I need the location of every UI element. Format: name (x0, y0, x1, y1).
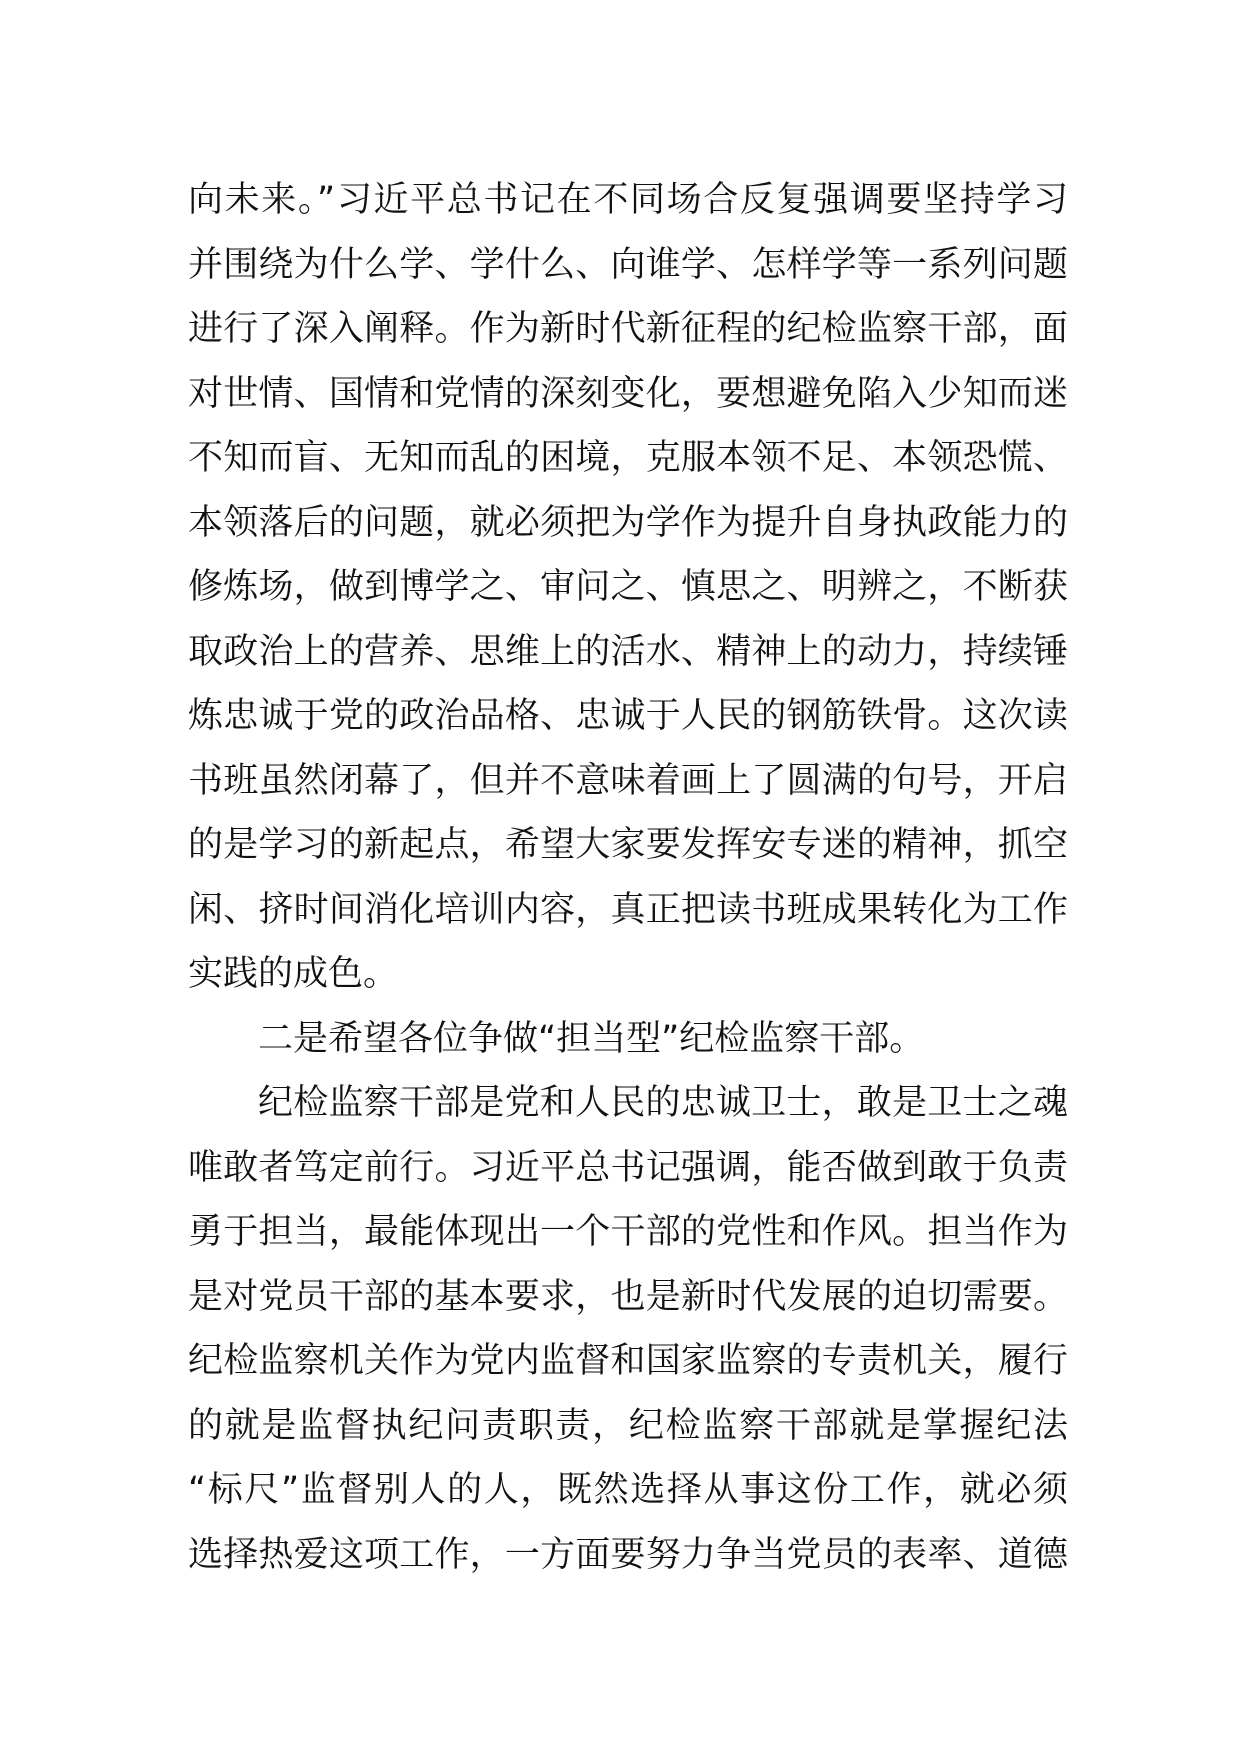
body-text (188, 168, 1068, 1587)
paragraph-first-line: 纪检监察干部是党和人民的忠诚卫士，敢是卫士之魂 (258, 1083, 1068, 1123)
section-heading: 二是希望各位争做“担当型”纪检监察干部。 (258, 1018, 925, 1059)
text-line: “标尺”监督别人的人，既然选择从事这份工作，就必须 (188, 1470, 1068, 1510)
text-line: 对世情、国情和党情的深刻变化，要想避免陷入少知而迷 (188, 373, 1068, 414)
text-line: 的是学习的新起点，希望大家要发挥安专迷的精神，抓空 (188, 825, 1068, 865)
text-line: 不知而盲、无知而乱的困境，克服本领不足、本领恐慌、 (188, 438, 1068, 478)
text-line: 进行了深入阐释。作为新时代新征程的纪检监察干部，面 (188, 309, 1068, 349)
text-line: 纪检监察机关作为党内监督和国家监察的专责机关，履行 (188, 1341, 1068, 1381)
text-line: 勇于担当，最能体现出一个干部的党性和作风。担当作为 (188, 1212, 1068, 1252)
text-line: 炼忠诚于党的政治品格、忠诚于人民的钢筋铁骨。这次读 (188, 696, 1068, 736)
text-line: 闲、挤时间消化培训内容，真正把读书班成果转化为工作 (188, 889, 1068, 930)
text-line: 取政治上的营养、思维上的活水、精神上的动力，持续锤 (188, 631, 1068, 672)
text-line: 修炼场，做到博学之、审问之、慎思之、明辨之，不断获 (188, 567, 1068, 607)
text-line: 书班虽然闭幕了，但并不意味着画上了圆满的句号，开启 (188, 760, 1068, 801)
text-line: 是对党员干部的基本要求，也是新时代发展的迫切需要。 (188, 1276, 1068, 1317)
text-line: 向未来。”习近平总书记在不同场合反复强调要坚持学习 (188, 180, 1068, 220)
text-line: 选择热爱这项工作，一方面要努力争当党员的表率、道德 (188, 1534, 1068, 1575)
paragraph-end-line: 实践的成色。 (188, 954, 399, 994)
text-line: 本领落后的问题，就必须把为学作为提升自身执政能力的 (188, 502, 1068, 543)
text-line: 唯敢者笃定前行。习近平总书记强调，能否做到敢于负责 (188, 1147, 1068, 1188)
text-line: 并围绕为什么学、学什么、向谁学、怎样学等一系列问题 (188, 244, 1068, 285)
text-line: 的就是监督执纪问责职责，纪检监察干部就是掌握纪法 (188, 1405, 1068, 1446)
